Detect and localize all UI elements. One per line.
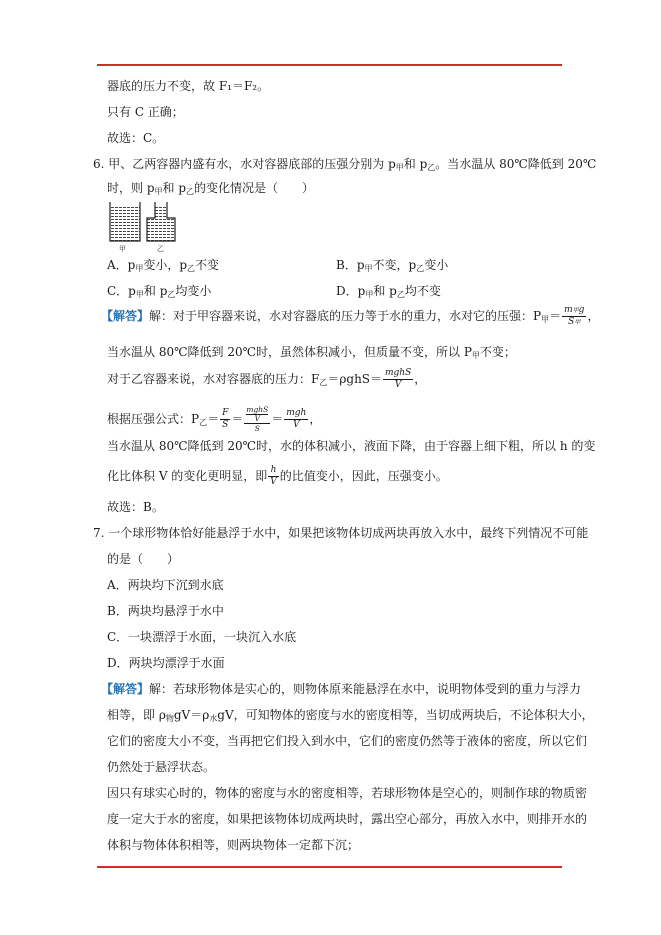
q7-stem-line-2: 的是（ ） bbox=[107, 552, 180, 566]
prev-line-2: 只有 C 正确； bbox=[107, 105, 184, 119]
containers-diagram bbox=[107, 200, 183, 252]
q6-solution-tag: 【解答】 bbox=[101, 309, 150, 323]
container-yi bbox=[147, 202, 175, 241]
q6-stem-line-1: 6. 甲、乙两容器内盛有水，水对容器底部的压强分别为 p甲和 p乙。当水温从 80℃降低到 20℃ bbox=[93, 157, 597, 172]
q6-solution-line-4: 根据压强公式：P乙＝ $\frac{F}{S}$ ＝ mghS V S ＝ $\frac{\text{mgh}}{V}$ ， bbox=[107, 405, 322, 433]
q7-solution-line-6: 度一定大于水的密度，如果把该物体切成两块时，露出空心部分，再放入水中，则排开水的 bbox=[107, 812, 588, 826]
q6-fraction-pressure-jia: $\frac{\text{m甲g}}{\text{S甲}}$ bbox=[564, 305, 585, 327]
q7-option-b: B．两块均悬浮于水中 bbox=[107, 604, 224, 618]
q7-solution-tag: 【解答】 bbox=[101, 682, 150, 696]
q6-option-b: B．p甲不变，p乙变小 bbox=[336, 258, 449, 273]
header-rule bbox=[97, 64, 562, 66]
q7-solution-line-2: 相等，即 ρ物gV＝ρ水gV，可知物体的密度与水的密度相等，当切成两块后，不论体积大小， bbox=[107, 708, 594, 723]
q6-option-a: A．p甲变小，p乙不变 bbox=[107, 258, 220, 273]
containers-figure bbox=[107, 200, 183, 255]
prev-line-3: 故选：C。 bbox=[107, 131, 165, 145]
q6-solution-line-5: 当水温从 80℃降低到 20℃时，水的体积减小，液面下降，由于容器上细下粗，所以 h 的变 bbox=[107, 439, 596, 453]
q7-solution-line-5: 因只有球实心时的，物体的密度与水的密度相等，若球形物体是空心的，则制作球的物质密 bbox=[107, 786, 588, 800]
prev-line-1: 器底的压力不变，故 F₁＝F₂。 bbox=[107, 79, 270, 93]
q6-fraction-h-over-v: $\frac{h}{V}$ bbox=[270, 465, 277, 487]
q7-solution-line-4: 仍然处于悬浮状态。 bbox=[107, 760, 216, 774]
q6-number: 6. bbox=[93, 157, 105, 171]
footer-rule bbox=[97, 866, 562, 868]
q6-fraction-f-over-s: $\frac{F}{S}$ bbox=[222, 407, 229, 430]
q6-stem-line-2: 时，则 p甲和 p乙的变化情况是（ ） bbox=[107, 181, 315, 196]
q7-solution-line-3: 它们的密度大小不变，当再把它们投入到水中，它们的密度仍然等于液体的密度，所以它们 bbox=[107, 734, 588, 748]
figure-label-yi: 乙 bbox=[157, 245, 164, 252]
q7-stem-line-1: 7. 一个球形物体恰好能悬浮于水中，如果把该物体切成两块再放入水中，最终下列情况不可能 bbox=[93, 526, 589, 540]
q6-solution-line-6: 化比体积 V 的变化更明显，即 $\frac{h}{V}$ 的比值变小，因此，压强变小。 bbox=[107, 465, 448, 487]
q6-fraction-mgh-over-v: $\frac{\text{mgh}}{V}$ bbox=[286, 407, 307, 430]
q7-option-a: A．两块均下沉到水底 bbox=[107, 578, 224, 592]
q7-solution-line-1: 【解答】解：若球形物体是实心的，则物体原来能悬浮在水中，说明物体受到的重力与浮力 bbox=[101, 682, 582, 696]
figure-label-jia: 甲 bbox=[119, 245, 126, 252]
q6-solution-line-3: 对于乙容器来说，水对容器底的压力：F乙＝ρghS＝ $\frac{\text{mghS}}{V}$ ， bbox=[107, 368, 427, 390]
q7-solution-line-7: 体积与物体体积相等，则两块物体一定都下沉； bbox=[107, 838, 360, 852]
q6-option-d: D．p甲和 p乙均不变 bbox=[336, 284, 441, 299]
q6-answer: 故选：B。 bbox=[107, 500, 164, 514]
container-jia bbox=[110, 202, 140, 241]
q7-option-d: D．两块均漂浮于水面 bbox=[107, 656, 225, 670]
q6-solution-line-2: 当水温从 80℃降低到 20℃时，虽然体积减小，但质量不变，所以 P甲不变； bbox=[107, 345, 516, 360]
q6-fraction-nested: mghS V S bbox=[246, 405, 269, 433]
q7-number: 7. bbox=[93, 526, 105, 540]
q6-fraction-force-yi: $\frac{\text{mghS}}{V}$ bbox=[385, 368, 412, 390]
q7-option-c: C．一块漂浮于水面，一块沉入水底 bbox=[107, 630, 297, 644]
q6-solution-line-1: 【解答】解：对于甲容器来说，水对容器底的压力等于水的重力，水对它的压强：P甲＝ $\frac{\text{m甲g}}{\text{S甲}}$ ， bbox=[101, 305, 600, 327]
q6-option-c: C．p甲和 p乙均变小 bbox=[107, 284, 212, 299]
